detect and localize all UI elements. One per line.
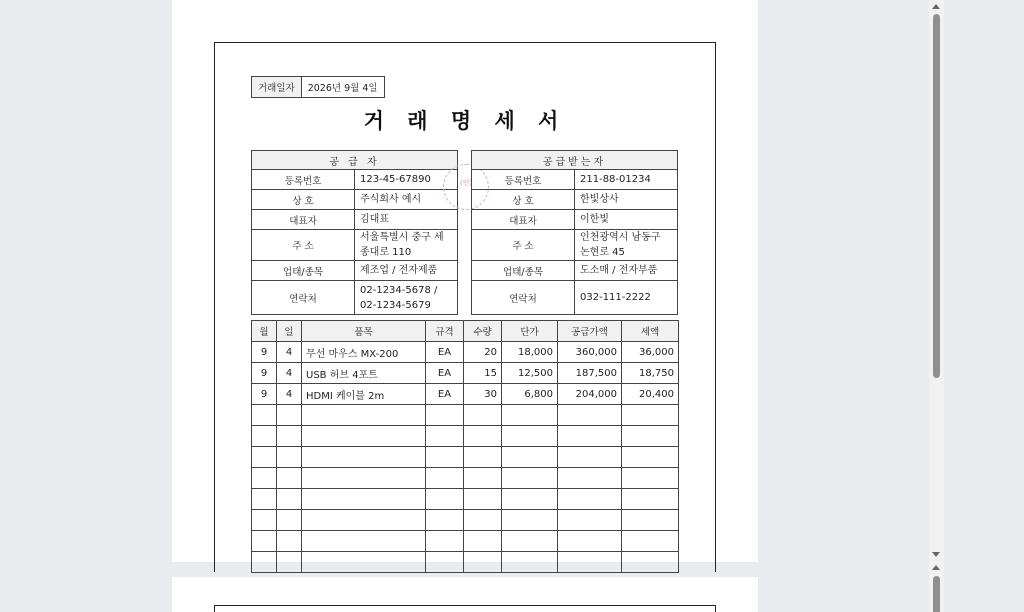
column-header: 공급가액 (558, 321, 622, 342)
field-value: 김대표 (355, 210, 458, 230)
table-cell: EA (426, 363, 464, 384)
document-page (172, 0, 758, 562)
field-value: 032-111-2222 (575, 281, 678, 315)
field-value: 주식회사 예시 (355, 190, 458, 210)
table-cell: 204,000 (558, 384, 622, 405)
table-cell: EA (426, 342, 464, 363)
table-cell: 4 (277, 384, 302, 405)
field-label: 연락처 (472, 281, 575, 315)
column-header: 세액 (622, 321, 679, 342)
empty-row (252, 531, 679, 552)
transaction-date-box (251, 76, 385, 98)
table-row (252, 363, 679, 384)
table-cell: 18,750 (622, 363, 679, 384)
items-table (251, 320, 679, 573)
seal-stamp: (인) (443, 164, 489, 210)
column-header: 일 (277, 321, 302, 342)
table-cell: 9 (252, 342, 277, 363)
page-border (214, 42, 716, 572)
scroll-up-icon[interactable] (932, 565, 940, 570)
column-header: 월 (252, 321, 277, 342)
table-cell: 6,800 (502, 384, 558, 405)
table-cell: 9 (252, 363, 277, 384)
field-value: 제조업 / 전자제품 (355, 261, 458, 281)
field-value: 02-1234-5678 / 02-1234-5679 (355, 281, 458, 315)
receiver-table (471, 150, 678, 315)
column-header: 규격 (426, 321, 464, 342)
scrollbar-thumb[interactable] (933, 14, 940, 378)
vertical-scrollbar[interactable] (929, 0, 944, 612)
table-cell: 20 (464, 342, 502, 363)
table-cell: EA (426, 384, 464, 405)
column-header: 단가 (502, 321, 558, 342)
scroll-up-icon[interactable] (932, 4, 940, 9)
column-header: 수량 (464, 321, 502, 342)
table-cell: USB 허브 4포트 (302, 363, 426, 384)
table-cell: 360,000 (558, 342, 622, 363)
table-cell: 4 (277, 342, 302, 363)
field-label: 연락처 (252, 281, 355, 315)
table-cell: 12,500 (502, 363, 558, 384)
date-label: 거래일자 (252, 77, 302, 98)
empty-row (252, 489, 679, 510)
table-cell: 30 (464, 384, 502, 405)
table-row (252, 342, 679, 363)
table-cell: 36,000 (622, 342, 679, 363)
field-label: 주 소 (252, 230, 355, 261)
field-label: 상 호 (252, 190, 355, 210)
supplier-reg-no: 123-45-67890 (360, 174, 431, 185)
supplier-table (251, 150, 473, 315)
table-cell: 15 (464, 363, 502, 384)
table-cell: HDMI 케이블 2m (302, 384, 426, 405)
empty-row (252, 447, 679, 468)
scroll-down-icon[interactable] (932, 552, 940, 557)
field-label: 상 호 (472, 190, 575, 210)
field-value: 인천광역시 남동구 논현로 45 (575, 230, 678, 261)
field-label: 등록번호 (252, 170, 355, 190)
field-value: 도소매 / 전자부품 (575, 261, 678, 281)
empty-row (252, 510, 679, 531)
receiver-heading: 공급받는자 (472, 151, 678, 170)
empty-row (252, 552, 679, 573)
column-header: 품목 (302, 321, 426, 342)
field-label: 주 소 (472, 230, 575, 261)
empty-row (252, 426, 679, 447)
supplier-heading: 공 급 자 (252, 151, 458, 170)
items-header-row (252, 321, 679, 342)
page-border (214, 605, 716, 612)
table-cell: 20,400 (622, 384, 679, 405)
next-page (172, 577, 758, 612)
field-value: 서울특별시 중구 세종대로 110 (355, 230, 458, 261)
field-label: 대표자 (472, 210, 575, 230)
table-row (252, 384, 679, 405)
date-value: 2026년 9월 4일 (301, 77, 384, 98)
field-value (355, 170, 473, 190)
table-cell: 9 (252, 384, 277, 405)
table-cell: 4 (277, 363, 302, 384)
field-label: 등록번호 (472, 170, 575, 190)
field-value: 이한빛 (575, 210, 678, 230)
scrollbar-thumb[interactable] (933, 576, 940, 612)
field-label: 업태/종목 (252, 261, 355, 281)
field-label: 대표자 (252, 210, 355, 230)
document-title: 거 래 명 세 서 (363, 108, 567, 133)
field-value: 211-88-01234 (575, 170, 678, 190)
empty-row (252, 405, 679, 426)
empty-row (252, 468, 679, 489)
table-cell: 187,500 (558, 363, 622, 384)
field-value: 한빛상사 (575, 190, 678, 210)
field-label: 업태/종목 (472, 261, 575, 281)
table-cell: 18,000 (502, 342, 558, 363)
table-cell: 무선 마우스 MX-200 (302, 342, 426, 363)
